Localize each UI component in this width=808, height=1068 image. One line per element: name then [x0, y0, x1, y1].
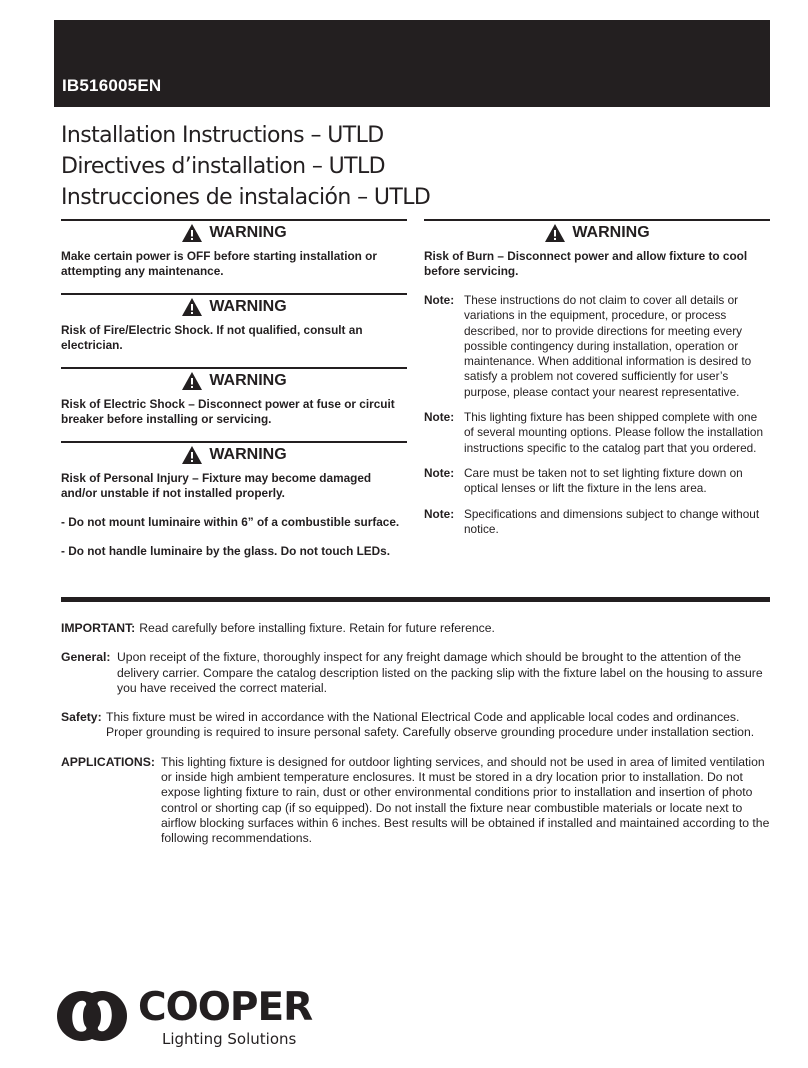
warning-text-personal-injury: Risk of Personal Injury – Fixture may become damaged and/or unstable if not installed properly.	[61, 471, 372, 500]
applications-text: This lighting fixture is designed for outdoor lighting services, and should not be used in area of limited ventilation or inside high ambient temperature enclosures. It must be stored in a dry location prior to installation. Do not expose lighting fixture to rain, dust or other environmental conditions prior to installation and insertion of photo control or shorting cap (if so equipped). Do not install the fixture near combustible materials or locate next to airflow blocking surfaces within 6 inches. Best results will be obtained if installed and maintained according to the following recommendations.	[161, 754, 770, 846]
warning-heading	[61, 441, 407, 467]
warning-heading	[424, 219, 770, 245]
warning-label: WARNING	[209, 224, 287, 241]
note-label: Note:	[424, 506, 455, 521]
note-text: This lighting fixture has been shipped complete with one of several mounting options. Please follow the installation instructions specific to the catalog part that you ordered.	[464, 410, 764, 455]
warning-text-electric-shock: Risk of Electric Shock – Disconnect power at fuse or circuit breaker before installing or servicing.	[61, 397, 395, 426]
title-english: Installation Instructions – UTLD	[61, 123, 384, 148]
note-item	[424, 410, 770, 456]
note-item	[424, 507, 770, 538]
left-column	[61, 219, 407, 573]
applications-paragraph	[61, 755, 770, 847]
safety-label: Safety:	[61, 710, 102, 725]
logo-subtitle: Lighting Solutions	[162, 1030, 297, 1048]
section-divider	[61, 597, 770, 602]
note-text: Specifications and dimensions subject to change without notice.	[464, 506, 760, 536]
warning-heading	[61, 219, 407, 245]
general-label: General:	[61, 650, 111, 665]
header-bar	[54, 20, 770, 107]
warning-triangle-icon	[544, 223, 566, 243]
note-item	[424, 466, 770, 497]
note-label: Note:	[424, 410, 455, 425]
warning-triangle-icon	[181, 297, 203, 317]
note-item	[424, 293, 770, 400]
cooper-logo	[56, 985, 336, 1051]
warning-triangle-icon	[181, 445, 203, 465]
warning-text-fire-shock: Risk of Fire/Electric Shock. If not qualified, consult an electrician.	[61, 323, 363, 352]
warning-label: WARNING	[209, 372, 287, 389]
note-label: Note:	[424, 465, 455, 480]
note-text: Care must be taken not to set lighting fixture down on optical lenses or lift the fixture in the lens area.	[464, 465, 743, 496]
safety-text: This fixture must be wired in accordance with the National Electrical Code and applicable local codes and ordinances. Proper grounding is required to insure personal safety. Carefully observe grounding procedure under installation section.	[106, 710, 755, 740]
title-french: Directives d’installation – UTLD	[61, 154, 385, 179]
applications-label: APPLICATIONS:	[61, 754, 155, 769]
warning-text-burn: Risk of Burn – Disconnect power and allow fixture to cool before servicing.	[424, 249, 748, 278]
warning-triangle-icon	[181, 223, 203, 243]
warning-label: WARNING	[572, 224, 650, 241]
logo-wordmark: COOPER	[138, 985, 313, 1030]
warning-text-power-off: Make certain power is OFF before starting installation or attempting any maintenance.	[61, 249, 377, 278]
important-label: IMPORTANT:	[61, 621, 136, 635]
important-paragraph	[61, 621, 770, 636]
bullet-item: - Do not mount luminaire within 6” of a combustible surface.	[61, 515, 400, 529]
bullet-item: - Do not handle luminaire by the glass. Do not touch LEDs.	[61, 544, 391, 558]
general-paragraph	[61, 650, 770, 696]
main-instructions	[61, 621, 770, 861]
general-text: Upon receipt of the fixture, thoroughly inspect for any freight damage which should be brought to the attention of the delivery carrier. Compare the catalog description listed on the packing slip with the fixture label on the housing to assure you have received the correct material.	[117, 650, 763, 695]
cooper-logo-mark-icon	[56, 987, 128, 1045]
safety-paragraph	[61, 710, 770, 741]
note-text: These instructions do not claim to cover all details or variations in the equipment, procedure, or process described, nor to provide directions for meeting every possible contingency during installation, operation or maintenance. When additional information is desired to satisfy a problem not covered sufficiently for user’s purpose, please contact your nearest representative.	[464, 293, 752, 399]
note-label: Note:	[424, 293, 455, 307]
warning-label: WARNING	[209, 446, 287, 463]
warning-triangle-icon	[181, 371, 203, 391]
warning-heading	[61, 293, 407, 319]
right-column	[424, 219, 770, 547]
document-code: IB516005EN	[62, 76, 162, 95]
title-block	[61, 120, 561, 213]
important-text: Read carefully before installing fixture. Retain for future reference.	[139, 621, 495, 635]
warning-label: WARNING	[209, 298, 287, 315]
title-spanish: Instrucciones de instalación – UTLD	[61, 185, 431, 210]
warning-heading	[61, 367, 407, 393]
